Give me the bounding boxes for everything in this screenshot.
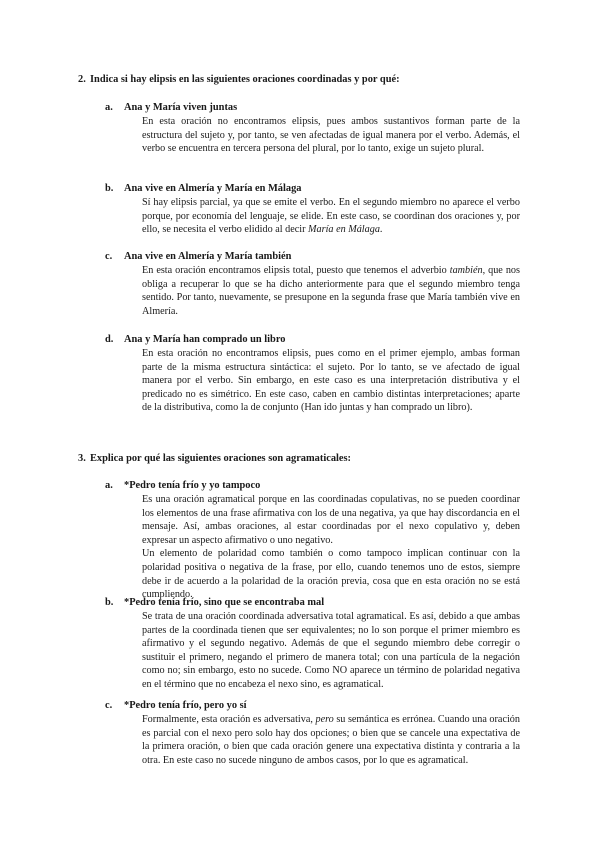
item-heading: *Pedro tenía frío, sino que se encontraba mal — [124, 597, 325, 608]
item-title — [105, 699, 520, 712]
item-title — [105, 479, 520, 492]
item-heading: Ana y María han comprado un libro — [124, 334, 286, 345]
answer-3b — [105, 596, 520, 692]
question-text: Indica si hay elipsis en las siguientes oraciones coordinadas y por qué: — [90, 74, 400, 85]
item-heading: Ana y María viven juntas — [124, 102, 238, 113]
paragraph: Se trata de una oración coordinada adversativa total agramatical. Es así, debido a que ambas partes de la coordinada tienen que ser equivalentes; no lo son porque el primer miembro es afirmativo y el segundo negativo. Además de que el segundo miembro debe corregir o sustituir el primero, negando el primero de manera total; con una partícula de la negación como no; sin embargo, esto no sucede. Como NO aparece un término de polaridad negativa en el término que no encabeza el nexo sino, es agramatical. — [142, 611, 520, 690]
item-body — [142, 347, 520, 415]
item-letter: b. — [105, 597, 114, 608]
paragraph: En esta oración no encontramos elipsis, pues como en el primer ejemplo, ambas forman parte de la misma estructura sintáctica: el sujeto. Por lo tanto, se ve afectado de igual manera por el verbo. Sin embargo, en este caso es una interpretación distributiva y el predicado no es simétrico. En este caso, caben en cambio distintas interpretaciones; aparte de la distributiva, como la de conjunto (Han ido juntas y han comprado un libro). — [142, 348, 520, 414]
item-letter: d. — [105, 334, 114, 345]
item-title — [105, 333, 520, 346]
item-title — [105, 596, 520, 609]
item-heading: *Pedro tenía frío y yo tampoco — [124, 480, 261, 491]
paragraph: En esta oración encontramos elipsis total, puesto que tenemos el adverbio también, que nos obliga a recuperar lo que se ha dicho anteriormente para que el segundo miembro tenga sentido. Por tanto, nuevamente, se presupone en la segunda frase que María también vive en Almería. — [142, 265, 520, 317]
item-body — [142, 196, 520, 237]
item-title — [105, 250, 520, 263]
question-3-title — [78, 452, 352, 465]
answer-2a — [105, 101, 520, 156]
item-heading: *Pedro tenía frío, pero yo sí — [124, 700, 247, 711]
answer-2b — [105, 182, 520, 237]
answer-3c — [105, 699, 520, 767]
paragraph: En esta oración no encontramos elipsis, pues ambos sustantivos forman parte de la estructura del sujeto y, por tanto, se ven afectadas de igual manera por el verbo. Además, el verbo se encuentra en tercera persona del plural, por lo tanto, exige un sujeto plural. — [142, 116, 520, 155]
item-letter: a. — [105, 102, 113, 113]
question-number: 3. — [78, 453, 86, 464]
question-2-title — [78, 73, 400, 86]
item-letter: b. — [105, 183, 114, 194]
paragraph: Es una oración agramatical porque en las coordinadas copulativas, no se pueden coordinar los elementos de una frase afirmativa con los de una negativa, ya que hay discordancia en el mensaje. Así, ambas oraciones, al estar coordinadas por el nexo copulativo y, deben expresar un aspecto afirmativo o uno negativo. — [142, 494, 520, 546]
paragraph: Sí hay elipsis parcial, ya que se emite el verbo. En el segundo miembro no aparece el verbo porque, por economía del lenguaje, se elide. En este caso, se coordinan dos oraciones y, por ello, se necesita el verbo elidido al decir María en Málaga. — [142, 197, 520, 236]
item-body — [142, 493, 520, 602]
paragraph: Un elemento de polaridad como también o como tampoco implican continuar con la polaridad positiva o negativa de la frase, por ello, cuando tenemos uno de estos, siempre debe ir de acuerdo a la polaridad de la oración previa, cosa que en esta oración no se está cumpliendo. — [142, 548, 520, 601]
item-body — [142, 610, 520, 692]
item-letter: c. — [105, 251, 113, 262]
question-text: Explica por qué las siguientes oraciones son agramaticales: — [90, 453, 352, 464]
item-body — [142, 115, 520, 156]
answer-3a — [105, 479, 520, 602]
item-body — [142, 264, 520, 318]
item-body — [142, 713, 520, 767]
item-letter: a. — [105, 480, 113, 491]
item-title — [105, 101, 520, 114]
answer-2d — [105, 333, 520, 415]
item-letter: c. — [105, 700, 113, 711]
question-number: 2. — [78, 74, 86, 85]
paragraph: Formalmente, esta oración es adversativa, pero su semántica es errónea. Cuando una oración es parcial con el nexo pero solo hay dos opciones; o bien que se cancele una expectativa de la primera oración, o bien que cada oración genere una expectativa distinta y contraria a la otra. En este caso no sucede ninguno de ambos casos, por lo que es agramatical. — [142, 714, 520, 766]
answer-2c — [105, 250, 520, 318]
item-heading: Ana vive en Almería y María en Málaga — [124, 183, 302, 194]
item-title — [105, 182, 520, 195]
item-heading: Ana vive en Almería y María también — [124, 251, 292, 262]
